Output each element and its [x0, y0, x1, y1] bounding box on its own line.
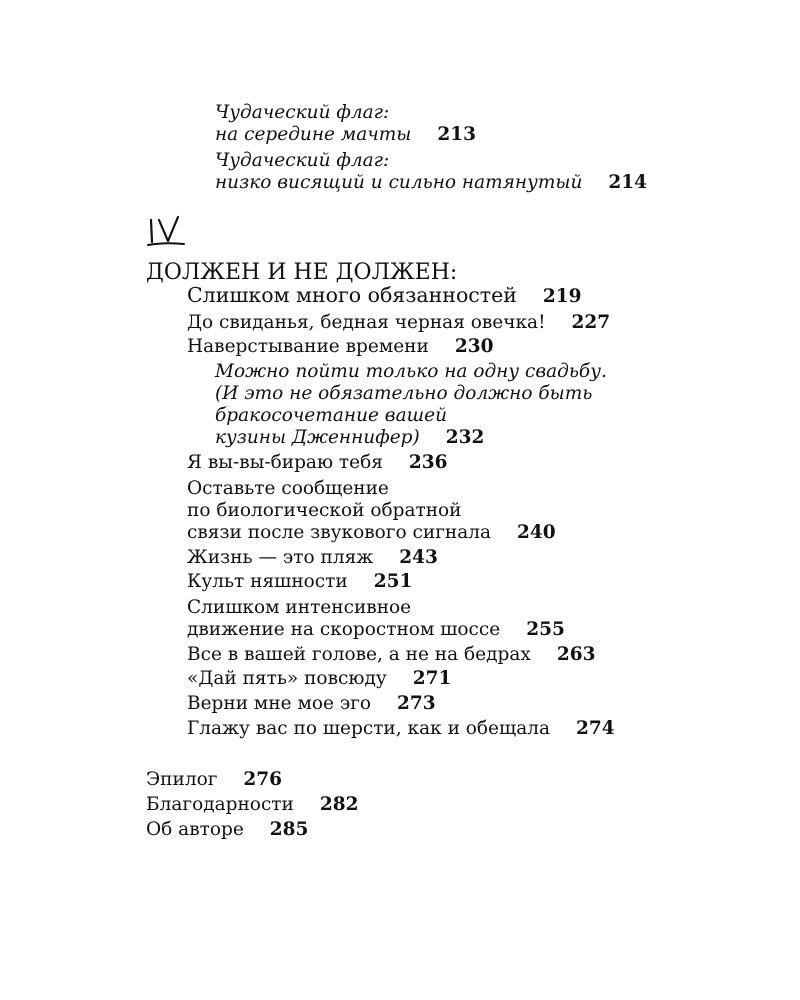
toc-entry-title: Жизнь — это пляж	[187, 547, 374, 568]
toc-entry-title: кузины Дженнифер)	[215, 427, 420, 448]
page-number: 219	[542, 286, 582, 307]
toc-entry-line	[187, 644, 595, 666]
page-number: 274	[576, 718, 615, 739]
toc-entry-line: Чудаческий флаг:	[215, 102, 390, 123]
part-heading: ДОЛЖЕН И НЕ ДОЛЖЕН:	[146, 260, 458, 285]
toc-entry-line	[187, 619, 565, 641]
page-number: 282	[319, 794, 359, 815]
page-number: 285	[269, 819, 309, 840]
toc-entry-line	[215, 172, 647, 194]
page-number: 255	[526, 619, 565, 640]
page-number: 240	[517, 522, 556, 543]
toc-entry-title: Верни мне мое эго	[187, 693, 372, 714]
toc-entry-title: Наверстывание времени	[187, 336, 429, 357]
toc-entry-line	[187, 312, 610, 334]
toc-entry-title: До свиданья, бедная черная овечка!	[187, 312, 546, 333]
toc-entry-line: Можно пойти только на одну свадьбу.	[215, 361, 607, 382]
toc-entry-line: Слишком интенсивное	[187, 597, 412, 618]
toc-entry-title: Я вы-вы-бираю тебя	[187, 452, 383, 473]
page-number: 271	[412, 668, 452, 689]
toc-entry-title: Благодарности	[146, 794, 294, 815]
page-number: 214	[608, 172, 647, 193]
toc-entry-line: Чудаческий флаг:	[215, 150, 390, 171]
page-number: 232	[445, 427, 485, 448]
toc-entry-line: (И это не обязательно должно быть	[215, 383, 593, 404]
toc-entry-line	[187, 668, 451, 690]
toc-entry-line	[187, 718, 615, 740]
toc-entry-title: Глажу вас по шерсти, как и обещала	[187, 718, 551, 739]
toc-entry-line: бракосочетание вашей	[215, 405, 447, 426]
page-number: 251	[373, 571, 413, 592]
page-number: 243	[399, 547, 438, 568]
toc-entry-title: низко висящий и сильно натянутый	[215, 172, 583, 193]
toc-entry-line	[146, 769, 282, 791]
page-number: 236	[408, 452, 448, 473]
toc-entry-title: Все в вашей голове, а не на бедрах	[187, 644, 531, 665]
toc-entry-line	[187, 336, 493, 358]
page-number: 276	[243, 769, 283, 790]
toc-entry-line	[187, 522, 556, 544]
toc-entry-line	[146, 794, 359, 816]
toc-entry-line	[187, 571, 412, 593]
toc-entry-title: движение на скоростном шоссе	[187, 619, 501, 640]
toc-entry-line	[187, 452, 448, 474]
toc-entry-line: Оставьте сообщение	[187, 478, 389, 499]
page-number: 230	[454, 336, 494, 357]
part-subheading: Слишком много обязанностей	[187, 283, 517, 307]
page-number: 213	[437, 124, 476, 145]
page-number: 263	[556, 644, 596, 665]
page-number: 227	[571, 312, 611, 333]
toc-entry-line	[215, 427, 484, 449]
toc-entry-title: Культ няшности	[187, 571, 348, 592]
toc-entry-title: Об авторе	[146, 819, 244, 840]
toc-entry-line	[187, 693, 436, 715]
toc-entry-title: на середине мачты	[215, 124, 412, 145]
handwritten-part-numeral	[147, 214, 187, 250]
toc-entry-line: по биологической обратной	[187, 500, 462, 521]
toc-entry-title: Эпилог	[146, 769, 218, 790]
page-number: 273	[397, 693, 436, 714]
toc-entry-line	[187, 547, 438, 569]
toc-entry-line	[215, 124, 476, 146]
toc-entry-title: связи после звукового сигнала	[187, 522, 492, 543]
toc-entry-line	[187, 283, 582, 309]
toc-entry-line	[146, 819, 308, 841]
toc-entry-title: «Дай пять» повсюду	[187, 668, 387, 689]
